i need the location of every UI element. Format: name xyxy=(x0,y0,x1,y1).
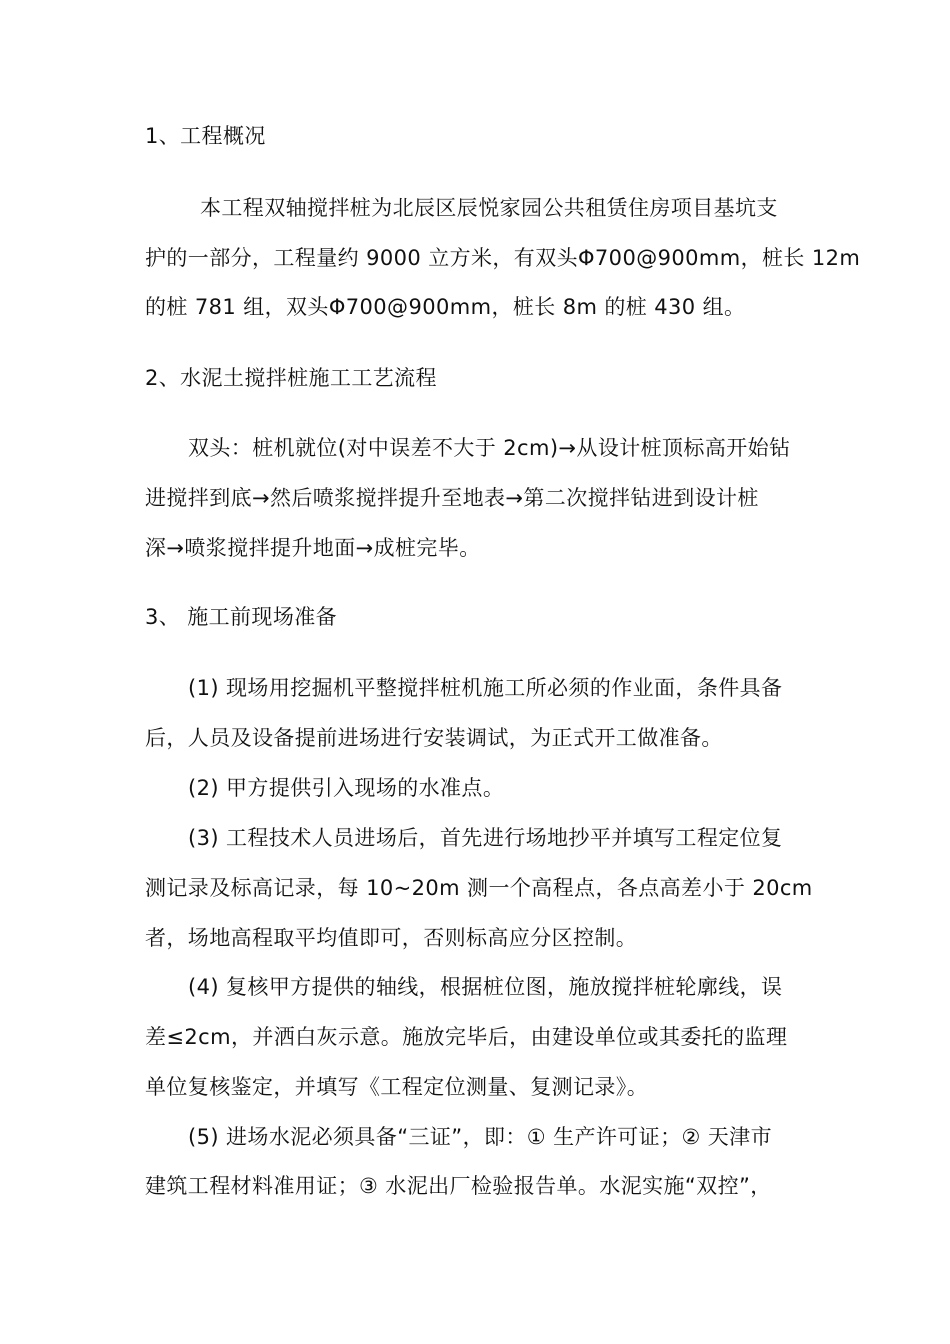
paragraph-line: 建筑工程材料准用证；③ 水泥出厂检验报告单。水泥实施“双控”， xyxy=(145,1174,772,1198)
paragraph-line: (3) 工程技术人员进场后，首先进行场地抄平并填写工程定位复 xyxy=(188,826,783,850)
paragraph-line: 的桩 781 组，双头Φ700@900mm，桩长 8m 的桩 430 组。 xyxy=(145,295,746,319)
paragraph-line: 后，人员及设备提前进场进行安装调试，为正式开工做准备。 xyxy=(145,726,723,750)
paragraph-line: (5) 进场水泥必须具备“三证”，即：① 生产许可证；② 天津市 xyxy=(188,1125,772,1149)
paragraph-line: 测记录及标高记录，每 10~20m 测一个高程点，各点高差小于 20cm xyxy=(145,876,813,900)
section-heading-3: 3、 施工前现场准备 xyxy=(145,605,338,629)
section-heading-1: 1、工程概况 xyxy=(145,124,266,148)
paragraph-line: 双头：桩机就位(对中误差不大于 2cm)→从设计桩顶标高开始钻 xyxy=(188,436,791,460)
paragraph-line: 差≤2cm，并洒白灰示意。施放完毕后，由建设单位或其委托的监理 xyxy=(145,1025,788,1049)
paragraph-line: 本工程双轴搅拌桩为北辰区辰悦家园公共租赁住房项目基坑支 xyxy=(200,196,778,220)
paragraph-line: 护的一部分，工程量约 9000 立方米，有双头Φ700@900mm，桩长 12m xyxy=(145,246,861,270)
paragraph-line: (4) 复核甲方提供的轴线，根据桩位图，施放搅拌桩轮廓线，误 xyxy=(188,975,783,999)
paragraph-line: 单位复核鉴定，并填写《工程定位测量、复测记录》。 xyxy=(145,1075,649,1099)
paragraph-line: 者，场地高程取平均值即可，否则标高应分区控制。 xyxy=(145,926,638,950)
paragraph-line: 进搅拌到底→然后喷浆搅拌提升至地表→第二次搅拌钻进到设计桩 xyxy=(145,486,759,510)
paragraph-line: 深→喷浆搅拌提升地面→成桩完毕。 xyxy=(145,536,481,560)
paragraph-line: (1) 现场用挖掘机平整搅拌桩机施工所必须的作业面，条件具备 xyxy=(188,676,783,700)
paragraph-line: (2) 甲方提供引入现场的水准点。 xyxy=(188,776,505,800)
section-heading-2: 2、水泥土搅拌桩施工工艺流程 xyxy=(145,366,437,390)
